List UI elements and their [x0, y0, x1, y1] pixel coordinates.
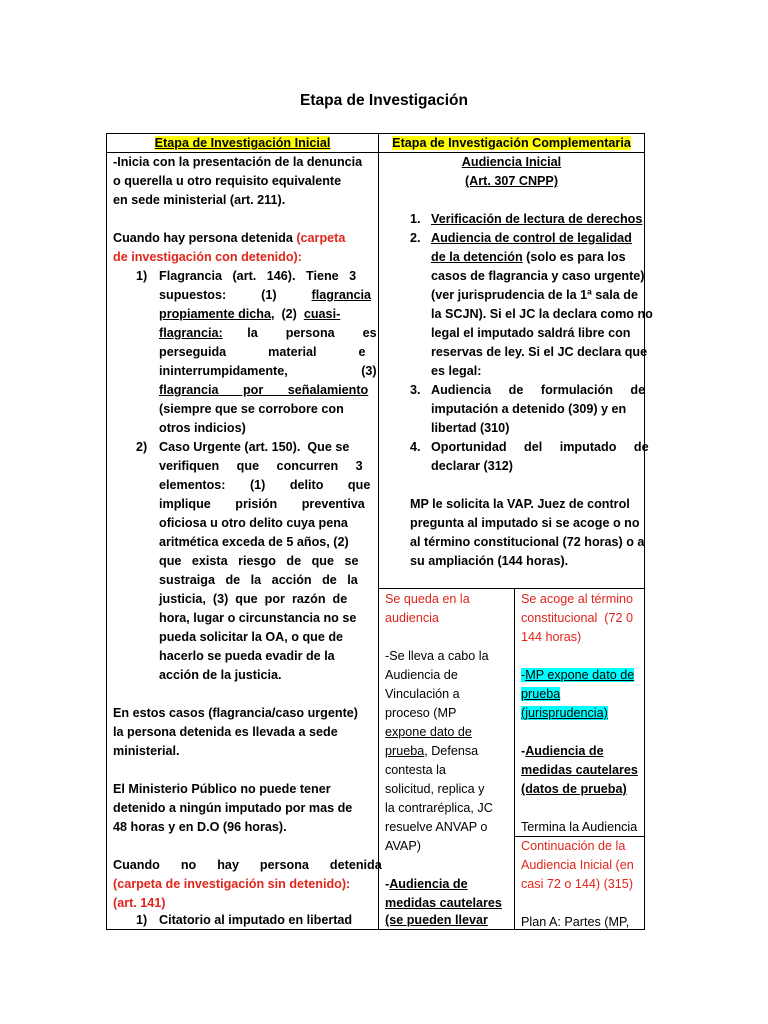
table-border-right — [644, 133, 645, 930]
medidas-line: (se pueden llevar — [385, 913, 488, 927]
caso-urgente-line: aritmética exceda de 5 años, (2) — [159, 535, 349, 549]
header-etapa-inicial: Etapa de Investigación Inicial — [154, 136, 331, 150]
flagrancia-line: ininterrumpidamente, (3) — [159, 364, 377, 378]
caso-urgente-line: verifiquen que concurren 3 — [159, 459, 363, 473]
list-line: libertad (310) — [431, 421, 510, 435]
list-number: 1) — [136, 913, 148, 927]
se-acoge-line: constitucional (72 0 — [521, 611, 634, 625]
caso-urgente-line: sustraiga de la acción de la — [159, 573, 358, 587]
table-border-left — [106, 133, 107, 930]
list-line: reservas de ley. Si el JC declara que — [431, 345, 648, 359]
list-number: 1. — [410, 212, 421, 226]
list-line: casos de flagrancia y caso urgente) — [431, 269, 645, 283]
col1-p1-line: en sede ministerial (art. 211). — [113, 193, 286, 207]
subtable-divider — [514, 588, 515, 930]
caso-urgente-line: que exista riesgo de que se — [159, 554, 359, 568]
se-queda-line: audiencia — [385, 611, 439, 625]
vinculacion-line: resuelve ANVAP o — [385, 820, 488, 834]
vap-line: pregunta al imputado si se acoge o no — [410, 516, 640, 530]
vinculacion-line: expone dato de — [385, 725, 472, 739]
audiencia-inicial-art: (Art. 307 CNPP) — [464, 174, 559, 188]
se-queda-line: Se queda en la — [385, 592, 470, 606]
vinculacion-line: prueba, Defensa — [385, 744, 479, 758]
list-line: de la detención (solo es para los — [431, 250, 626, 264]
col1-p3-line: En estos casos (flagrancia/caso urgente) — [113, 706, 358, 720]
caso-urgente-line: implique prisión preventiva — [159, 497, 365, 511]
caso-urgente-line: elementos: (1) delito que — [159, 478, 371, 492]
flagrancia-line: perseguida material e — [159, 345, 366, 359]
vinculacion-line: AVAP) — [385, 839, 421, 853]
vinculacion-line: proceso (MP — [385, 706, 457, 720]
medidas-right-line: (datos de prueba) — [521, 782, 627, 796]
col1-p3-line: la persona detenida es llevada a sede — [113, 725, 338, 739]
col1-p1-line: o querella u otro requisito equivalente — [113, 174, 342, 188]
vinculacion-line: Vinculación a — [385, 687, 460, 701]
medidas-right-line: -Audiencia de — [521, 744, 604, 758]
list-number: 2) — [136, 440, 148, 454]
vinculacion-line: contesta la — [385, 763, 446, 777]
list-number: 1) — [136, 269, 148, 283]
col1-p5-line: (carpeta de investigación sin detenido): — [113, 877, 351, 891]
vap-line: su ampliación (144 horas). — [410, 554, 569, 568]
list-line: Audiencia de control de legalidad — [431, 231, 632, 245]
subtable-top — [378, 588, 645, 589]
medidas-right-line: medidas cautelares — [521, 763, 638, 777]
col1-p4-line: detenido a ningún imputado por mas de — [113, 801, 353, 815]
continuacion-line: Audiencia Inicial (en — [521, 858, 634, 872]
vap-line: al término constitucional (72 horas) o a — [410, 535, 645, 549]
vinculacion-line: -Se lleva a cabo la — [385, 649, 489, 663]
col1-p5-line: (art. 141) — [113, 896, 166, 910]
col1-detenida-line: de investigación con detenido): — [113, 250, 302, 264]
flagrancia-line: otros indicios) — [159, 421, 246, 435]
se-acoge-line: 144 horas) — [521, 630, 582, 644]
list-line: es legal: — [431, 364, 482, 378]
vinculacion-line: la contraréplica, JC — [385, 801, 493, 815]
list-line: declarar (312) — [431, 459, 513, 473]
caso-urgente-line: hacerlo se pueda evadir de la — [159, 649, 335, 663]
flagrancia-line: (siempre que se corrobore con — [159, 402, 344, 416]
mp-expone-line: prueba — [521, 687, 561, 701]
flagrancia-line: propiamente dicha, (2) cuasi- — [159, 307, 341, 321]
header-etapa-complementaria: Etapa de Investigación Complementaria — [392, 136, 631, 150]
list-line: (ver jurisprudencia de la 1ª sala de — [431, 288, 638, 302]
flagrancia-line: Flagrancia (art. 146). Tiene 3 — [159, 269, 357, 283]
plan-a-line: Plan A: Partes (MP, — [521, 915, 630, 929]
mp-expone-line: (jurisprudencia) — [521, 706, 608, 720]
mp-expone-line: -MP expone dato de — [521, 668, 635, 682]
vinculacion-line: solicitud, replica y — [385, 782, 485, 796]
vap-line: MP le solicita la VAP. Juez de control — [410, 497, 630, 511]
col1-detenida-line: Cuando hay persona detenida (carpeta — [113, 231, 346, 245]
flagrancia-line: supuestos: (1) flagrancia — [159, 288, 372, 302]
medidas-line: medidas cautelares — [385, 896, 502, 910]
list-number: 3. — [410, 383, 421, 397]
citatorio-line: Citatorio al imputado en libertad — [159, 913, 353, 927]
col1-p5-line: Cuando no hay persona detenida — [113, 858, 382, 872]
list-number: 2. — [410, 231, 421, 245]
list-line: Audiencia de formulación de — [431, 383, 646, 397]
list-line: Oportunidad del imputado de — [431, 440, 649, 454]
caso-urgente-line: Caso Urgente (art. 150). Que se — [159, 440, 350, 454]
list-line: legal el imputado saldrá libre con — [431, 326, 631, 340]
se-acoge-line: Se acoge al término — [521, 592, 634, 606]
list-line: imputación a detenido (309) y en — [431, 402, 627, 416]
col1-p4-line: 48 horas y en D.O (96 horas). — [113, 820, 287, 834]
col1-p4-line: El Ministerio Público no puede tener — [113, 782, 331, 796]
audiencia-inicial-title: Audiencia Inicial — [461, 155, 562, 169]
continuacion-line: casi 72 o 144) (315) — [521, 877, 634, 891]
caso-urgente-line: pueda solicitar la OA, o que de — [159, 630, 344, 644]
vinculacion-line: Audiencia de — [385, 668, 458, 682]
flagrancia-line: flagrancia por señalamiento — [159, 383, 369, 397]
col1-p1-line: -Inicia con la presentación de la denuncia — [113, 155, 363, 169]
caso-urgente-line: hora, lugar o circunstancia no se — [159, 611, 357, 625]
page-title: Etapa de Investigación — [300, 92, 468, 109]
medidas-line: -Audiencia de — [385, 877, 468, 891]
caso-urgente-line: oficiosa u otro delito cuya pena — [159, 516, 348, 530]
list-line: Verificación de lectura de derechos — [431, 212, 643, 226]
caso-urgente-line: justicia, (3) que por razón de — [159, 592, 348, 606]
continuacion-line: Continuación de la — [521, 839, 626, 853]
list-number: 4. — [410, 440, 421, 454]
column-divider — [378, 133, 379, 930]
col1-p3-line: ministerial. — [113, 744, 180, 758]
flagrancia-line: flagrancia: la persona es — [159, 326, 377, 340]
termina-audiencia: Termina la Audiencia — [521, 820, 638, 834]
list-line: la SCJN). Si el JC la declara como no — [431, 307, 653, 321]
caso-urgente-line: acción de la justicia. — [159, 668, 282, 682]
